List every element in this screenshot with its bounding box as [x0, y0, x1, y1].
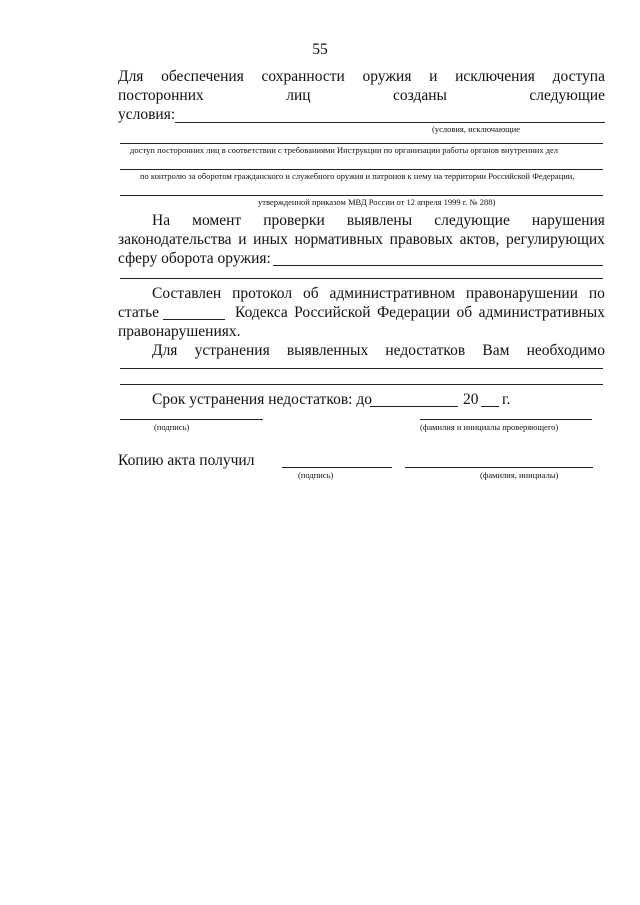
- word: Для: [152, 342, 178, 359]
- deadline-date-field-line: [370, 406, 458, 407]
- deadline-year-field-line: [481, 406, 499, 407]
- word: регулирующих: [505, 231, 605, 248]
- word: правонарушении: [465, 285, 578, 302]
- word: законодательства: [118, 231, 232, 248]
- storage-conditions-label: условия:: [118, 106, 176, 123]
- storage-field-line-2: [120, 143, 603, 144]
- inspector-name-line: [420, 419, 592, 420]
- word: обеспечения: [161, 68, 244, 85]
- word: Для: [118, 68, 144, 85]
- remedy-line-1: [152, 342, 605, 360]
- word: протокол: [232, 285, 293, 302]
- protocol-article-label: статье: [118, 304, 160, 321]
- deadline-year-suffix: г.: [502, 391, 511, 408]
- word: устранения: [194, 342, 270, 359]
- word: Федерации: [376, 304, 451, 321]
- deadline-year-prefix: 20: [463, 391, 479, 408]
- word: оружия: [362, 68, 412, 85]
- word: необходимо: [526, 342, 605, 359]
- word: сохранности: [261, 68, 345, 85]
- copy-name-line: [405, 467, 593, 468]
- word: момент: [192, 212, 242, 229]
- word: нарушения: [531, 212, 605, 229]
- remedy-field-line-2: [120, 384, 603, 385]
- protocol-line-2-right: [235, 304, 605, 322]
- storage-line-1: [118, 68, 605, 86]
- word: иных: [253, 231, 288, 248]
- word: созданы: [392, 87, 447, 104]
- word: административном: [329, 285, 456, 302]
- storage-hint-2: доступ посторонних лиц в соответствии с требованиями Инструкции по организации работы органов внутренних дел: [130, 145, 559, 155]
- word: выявленных: [286, 342, 369, 359]
- storage-line-2: [118, 87, 605, 105]
- word: по: [588, 285, 605, 302]
- word: лиц: [286, 87, 311, 104]
- word: Кодекса: [235, 304, 288, 321]
- violations-line-1: [152, 212, 605, 230]
- word: выявлены: [346, 212, 413, 229]
- word: недостатков: [385, 342, 466, 359]
- deadline-label: Срок устранения недостатков: до: [152, 391, 372, 408]
- word: и: [429, 68, 438, 85]
- protocol-article-field-line: [163, 319, 225, 320]
- storage-hint-3: по контролю за оборотом гражданского и служебного оружия и патронов к нему на территории Российской Федерации,: [140, 171, 575, 181]
- page-number: 55: [312, 41, 328, 58]
- word: и: [238, 231, 247, 248]
- storage-hint-4: утвержденной приказом МВД России от 12 апреля 1999 г. № 288): [258, 197, 496, 207]
- word: следующие: [434, 212, 510, 229]
- inspector-name-hint: (фамилия и инициалы проверяющего): [420, 422, 559, 432]
- copy-signature-hint: (подпись): [298, 470, 334, 480]
- word: следующие: [529, 87, 605, 104]
- word: Вам: [482, 342, 510, 359]
- storage-conditions-field-line: [175, 122, 605, 123]
- inspector-signature-hint: (подпись): [154, 422, 190, 432]
- word: нормативных: [294, 231, 384, 248]
- word: посторонних: [118, 87, 204, 104]
- copy-signature-line: [282, 467, 392, 468]
- word: правовых: [389, 231, 454, 248]
- word: Составлен: [152, 285, 222, 302]
- inspector-signature-line: [120, 419, 263, 420]
- word: проверки: [263, 212, 325, 229]
- word: исключения: [455, 68, 535, 85]
- word: об: [302, 285, 319, 302]
- word: актов,: [459, 231, 500, 248]
- word: об: [456, 304, 473, 321]
- copy-received-label: Копию акта получил: [118, 452, 255, 469]
- word: На: [152, 212, 171, 229]
- word: административных: [478, 304, 605, 321]
- violations-field-line-2: [120, 278, 603, 279]
- violations-field-label: сферу оборота оружия:: [118, 250, 271, 267]
- remedy-field-line-1: [120, 368, 603, 369]
- protocol-line-3: правонарушениях.: [118, 323, 241, 340]
- storage-field-line-3: [120, 169, 603, 170]
- violations-field-line: [273, 265, 603, 266]
- storage-field-line-4: [120, 195, 603, 196]
- word: Российской: [294, 304, 371, 321]
- word: доступа: [552, 68, 605, 85]
- copy-name-hint: (фамилия, инициалы): [480, 470, 559, 480]
- storage-hint-1: (условия, исключающие: [432, 124, 521, 134]
- violations-line-2: [118, 231, 605, 249]
- protocol-line-1: [152, 285, 605, 303]
